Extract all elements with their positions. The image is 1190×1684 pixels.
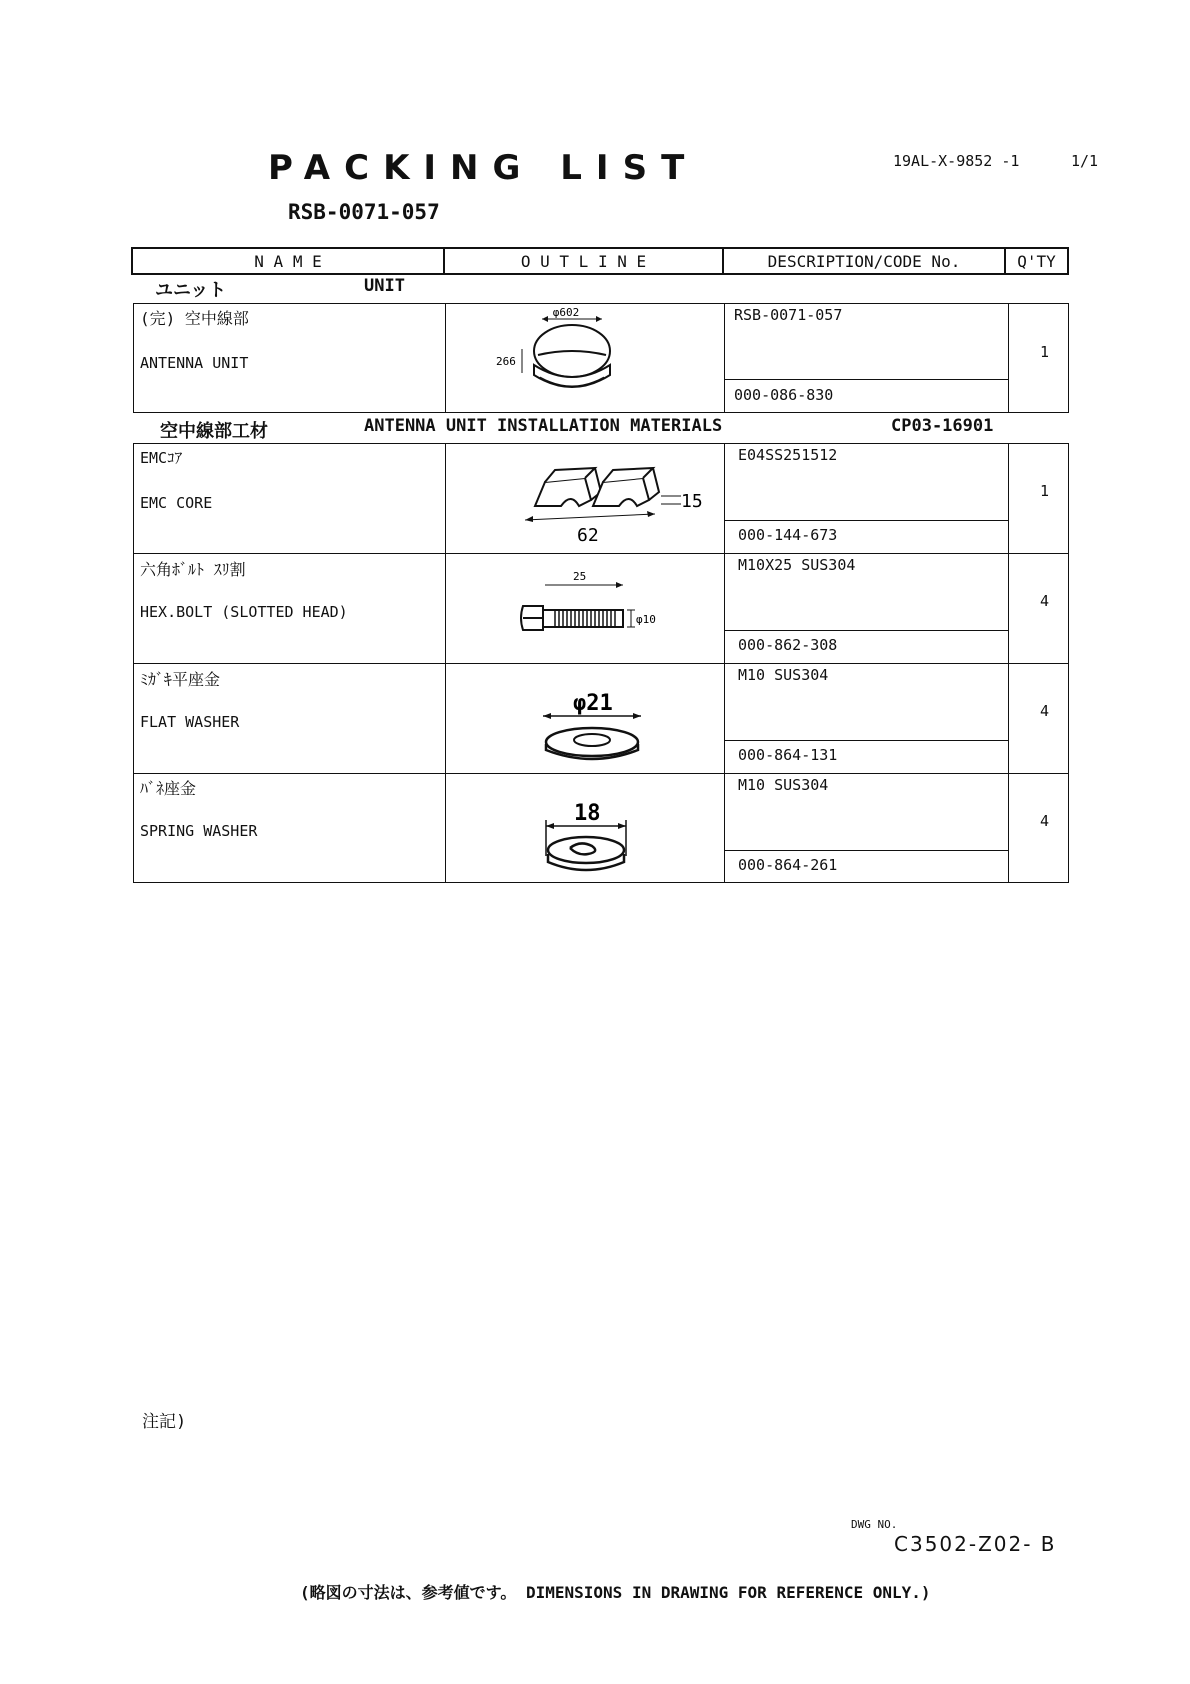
item-name-en: ANTENNA UNIT <box>140 354 249 372</box>
column-header-description: DESCRIPTION/CODE No. <box>722 247 1006 275</box>
item-code: 000-086-830 <box>734 386 834 404</box>
column-header-outline: O U T L I N E <box>443 247 724 275</box>
column-header-name: N A M E <box>131 247 445 275</box>
dim-width-label: 62 <box>577 525 599 546</box>
item-description: M10 SUS304 <box>738 666 829 684</box>
dim-height-label: 15 <box>681 491 703 512</box>
column-header-qty: Q'TY <box>1004 247 1069 275</box>
item-name-jp: ﾊﾞﾈ座金 <box>140 779 197 798</box>
section-code: CP03-16901 <box>891 416 994 436</box>
item-qty: 4 <box>1040 812 1050 830</box>
section-label-en: ANTENNA UNIT INSTALLATION MATERIALS <box>364 416 723 436</box>
item-name-jp: 六角ﾎﾞﾙﾄ ｽﾘ割 <box>140 560 246 579</box>
model-number: RSB-0071-057 <box>288 200 440 224</box>
dim-diameter-label: φ10 <box>636 613 656 626</box>
dim-diameter-label: φ21 <box>573 691 613 716</box>
document-number: 19AL-X-9852 -1 <box>893 152 1020 170</box>
antenna-unit-icon <box>490 307 640 407</box>
emc-core-icon <box>505 456 715 548</box>
item-description: E04SS251512 <box>738 446 838 464</box>
item-qty: 1 <box>1040 343 1050 361</box>
item-code: 000-862-308 <box>738 636 838 654</box>
dim-length-label: 25 <box>573 570 587 583</box>
item-name-en: EMC CORE <box>140 494 213 512</box>
item-qty: 4 <box>1040 702 1050 720</box>
section-label-jp: ユニット <box>155 280 227 301</box>
item-code: 000-144-673 <box>738 526 838 544</box>
footer-note: (略図の寸法は、参考値です。 DIMENSIONS IN DRAWING FOR REFERENCE ONLY.) <box>300 1583 931 1602</box>
section-label-en: UNIT <box>364 276 405 296</box>
item-name-en: FLAT WASHER <box>140 713 240 731</box>
item-description: M10X25 SUS304 <box>738 556 856 574</box>
dim-diameter-label: 18 <box>574 801 601 826</box>
spring-washer-icon <box>540 796 650 876</box>
dim-height-label: 266 <box>496 355 516 368</box>
item-name-en: HEX.BOLT (SLOTTED HEAD) <box>140 603 348 621</box>
page-number: 1/1 <box>1071 152 1099 170</box>
item-name-jp: ﾐｶﾞｷ平座金 <box>140 670 221 689</box>
hex-bolt-icon <box>515 566 675 646</box>
item-name-en: SPRING WASHER <box>140 822 258 840</box>
item-name-jp: EMCｺｱ <box>140 449 183 467</box>
flat-washer-icon <box>535 686 655 766</box>
section-label-jp: 空中線部工材 <box>160 421 268 442</box>
item-qty: 1 <box>1040 482 1050 500</box>
item-description: M10 SUS304 <box>738 776 829 794</box>
drawing-number-label: DWG NO. <box>851 1518 898 1531</box>
item-code: 000-864-261 <box>738 856 838 874</box>
dim-diameter-label: φ602 <box>552 307 580 319</box>
drawing-number: C3502-Z02- B <box>894 1532 1057 1556</box>
page-title: PACKING LIST <box>268 148 699 188</box>
item-qty: 4 <box>1040 592 1050 610</box>
notes-label: 注記) <box>142 1412 187 1432</box>
item-description: RSB-0071-057 <box>734 306 843 324</box>
item-code: 000-864-131 <box>738 746 838 764</box>
item-name-jp: (完) 空中線部 <box>140 309 249 328</box>
